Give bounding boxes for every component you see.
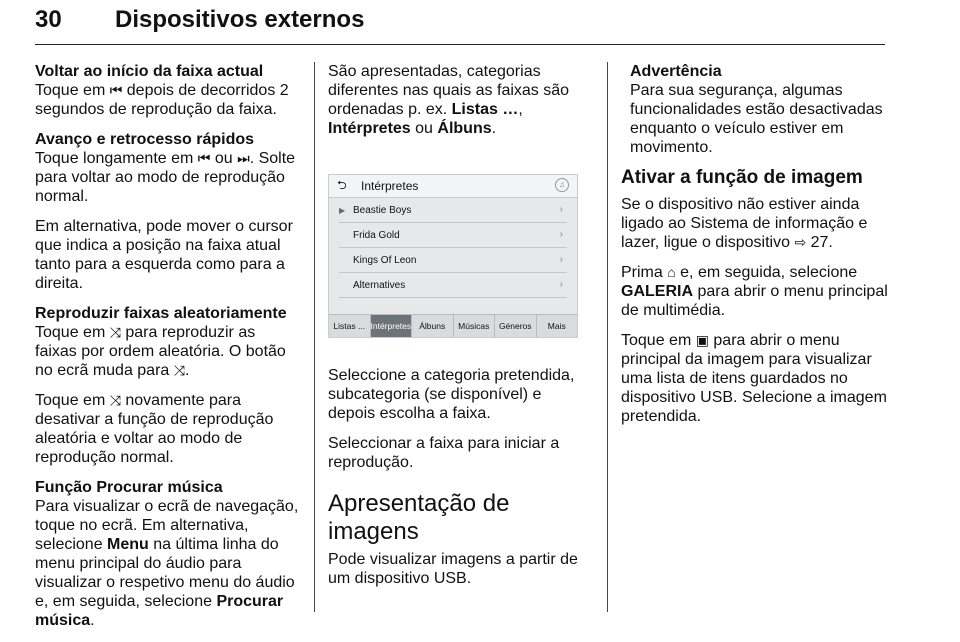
paragraph: Para visualizar o ecrã de navegação, toque no ecrã. Em alternativa, selecione Menu na última linha do menu principal do áudio para visualizar o respetivo menu do áudio e, em seguida, selecione Procurar música. [35,498,299,629]
tab-interpretes[interactable]: Intérpretes [371,315,413,337]
paragraph: Em alternativa, pode mover o cursor que indica a posição na faixa atual tanto para a esquerda como para a direita. [35,218,293,292]
section-heading: Avanço e retrocesso rápidos [35,131,255,148]
column-2 [328,62,590,599]
section-heading: Voltar ao início da faixa actual [35,63,264,80]
column-divider [314,62,315,612]
home-icon: ⌂ [667,264,676,280]
subsection-heading: Ativar a função de imagem [621,167,863,188]
shuffle-on-icon: ⤨ [173,362,185,378]
chevron-right-icon: › [559,229,563,240]
tab-generos[interactable]: Géneros [495,315,537,337]
shuffle-on-icon: ⤨ [109,392,121,408]
paragraph: Seleccione a categoria pretendida, subcategoria (se disponível) e depois escolha a faixa. [328,367,575,422]
list-item[interactable]: Frida Gold › [339,223,567,248]
page-header [35,4,885,45]
page-number: 30 [35,6,62,33]
skip-back-icon: ⏮ [109,82,123,98]
screen-header [329,175,577,198]
chevron-right-icon: › [559,204,563,215]
section-heading: Função Procurar música [35,479,223,496]
section-title: Apresentação de imagens [328,490,510,545]
paragraph: Prima ⌂ e, em seguida, selecione GALERIA para abrir o menu principal de multimédia. [621,264,888,319]
paragraph: Toque em ▣ para abrir o menu principal da imagem para visualizar uma lista de itens guardados no dispositivo USB. Selecione a imagem pretendida. [621,332,887,425]
tab-listas[interactable]: Listas ... [329,315,371,337]
warning-heading: Advertência [630,63,722,80]
paragraph: Seleccionar a faixa para iniciar a reprodução. [328,435,560,471]
skip-back-icon: ⏮ [197,150,211,166]
column-divider [607,62,608,612]
paragraph: Toque em ⏮ depois de decorridos 2 segundos de reprodução da faixa. [35,82,289,118]
infotainment-screen [328,174,578,338]
screen-illustration [328,154,590,352]
list-item[interactable]: Kings Of Leon › [339,248,567,273]
screen-title: Intérpretes [361,179,419,193]
skip-forward-icon: ⏭ [237,150,250,166]
category-tabs [329,314,577,337]
tab-musicas[interactable]: Músicas [454,315,496,337]
reference-arrow-icon: ⇨ [794,234,807,250]
paragraph: Se o dispositivo não estiver ainda ligado ao Sistema de informação e lazer, ligue o dispositivo ⇨ 27. [621,196,868,251]
image-icon: ▣ [695,332,709,348]
list-item[interactable]: Alternatives › [339,273,567,298]
music-note-icon: ♫ [555,178,569,192]
paragraph: Toque em ⤨ para reproduzir as faixas por ordem aleatória. O botão no ecrã muda para ⤨. [35,324,286,379]
paragraph: São apresentadas, categorias diferentes nas quais as faixas são ordenadas p. ex. Listas …, Intérpretes ou Álbuns. [328,63,570,137]
column-1 [35,62,300,641]
paragraph: Toque em ⤨ novamente para desativar a função de reprodução aleatória e voltar ao modo de reprodução normal. [35,392,274,466]
chevron-right-icon: › [559,254,563,265]
warning-text: Para sua segurança, algumas funcionalidades estão desactivadas enquanto o veículo estiver em movimento. [630,82,883,156]
warning-note [621,62,891,157]
paragraph: Pode visualizar imagens a partir de um dispositivo USB. [328,551,578,587]
tab-mais[interactable]: Mais [547,321,566,331]
list-item[interactable]: ▶ Beastie Boys › [339,198,567,223]
chevron-right-icon: › [559,279,563,290]
play-icon: ▶ [339,206,346,215]
back-icon[interactable]: ⮌ [337,178,347,192]
section-heading: Reproduzir faixas aleatoriamente [35,305,287,322]
column-3 [621,62,891,437]
tab-albuns[interactable]: Álbuns [412,315,454,337]
shuffle-icon: ⤨ [109,324,121,340]
paragraph: Toque longamente em ⏮ ou ⏭. Solte para voltar ao modo de reprodução normal. [35,150,296,205]
page-title: Dispositivos externos [115,6,365,33]
